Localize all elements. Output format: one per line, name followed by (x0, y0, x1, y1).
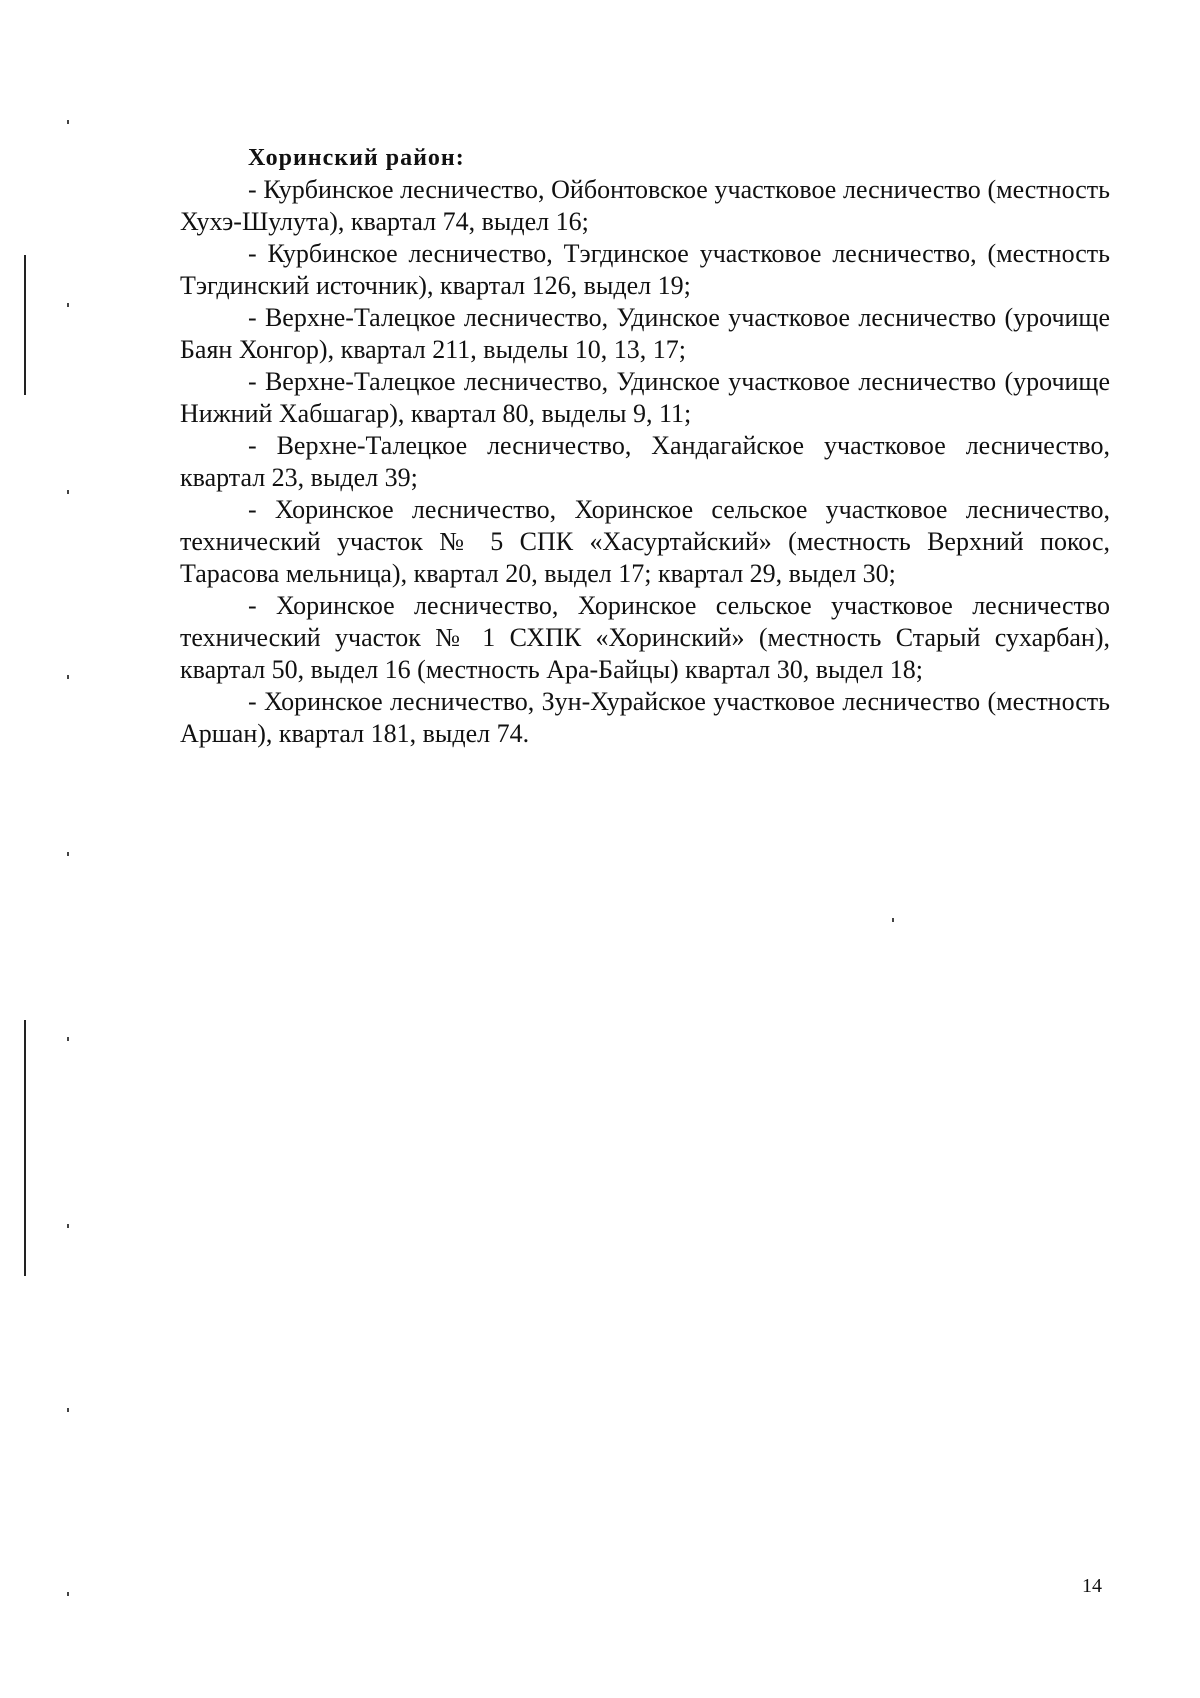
forest-plot-entry: - Курбинское лесничество, Ойбонтовское участковое лесничество (местность Хухэ-Шулута), квартал 74, выдел 16; (180, 175, 1110, 236)
scan-artifact-dot (67, 852, 69, 856)
scan-artifact-dot (67, 1224, 69, 1228)
forest-plot-entry: - Верхне-Талецкое лесничество, Удинское участковое лесничество (урочище Нижний Хабшагар), квартал 80, выделы 9, 11; (180, 367, 1110, 428)
scan-artifact-dot (67, 303, 69, 307)
scan-artifact-dot (67, 490, 69, 494)
scan-artifact-dot (67, 120, 69, 124)
forest-plot-entry: - Курбинское лесничество, Тэгдинское участковое лесничество, (местность Тэгдинский источник), квартал 126, выдел 19; (180, 239, 1110, 300)
section-heading: Хоринский район: (248, 145, 465, 171)
scan-artifact-dot (892, 918, 894, 922)
page-number: 14 (1082, 1575, 1102, 1597)
scan-artifact-dot (67, 1408, 69, 1412)
scan-artifact-dot (67, 1592, 69, 1596)
forest-plot-entry: - Хоринское лесничество, Хоринское сельское участковое лесничество, технический участок № 5 СПК «Хасуртайский» (местность Верхний покос, Тарасова мельница), квартал 20, выдел 17; квартал 29, выдел 30; (180, 495, 1110, 588)
scan-artifact-line (24, 1020, 26, 1276)
scan-artifact-line (24, 255, 26, 395)
forest-plot-entry: - Верхне-Талецкое лесничество, Хандагайское участковое лесничество, квартал 23, выдел 39; (180, 431, 1110, 492)
forest-plot-entry: - Хоринское лесничество, Зун-Хурайское участковое лесничество (местность Аршан), квартал 181, выдел 74. (180, 687, 1110, 748)
scan-artifact-dot (67, 1037, 69, 1041)
forest-plot-entry: - Верхне-Талецкое лесничество, Удинское участковое лесничество (урочище Баян Хонгор), квартал 211, выделы 10, 13, 17; (180, 303, 1110, 364)
scan-artifact-dot (67, 675, 69, 679)
document-body (180, 142, 1110, 750)
forest-plot-entry: - Хоринское лесничество, Хоринское сельское участковое лесничество технический участок № 1 СХПК «Хоринский» (местность Старый сухарбан), квартал 50, выдел 16 (местность Ара-Байцы) квартал 30, выдел 18; (180, 591, 1110, 684)
